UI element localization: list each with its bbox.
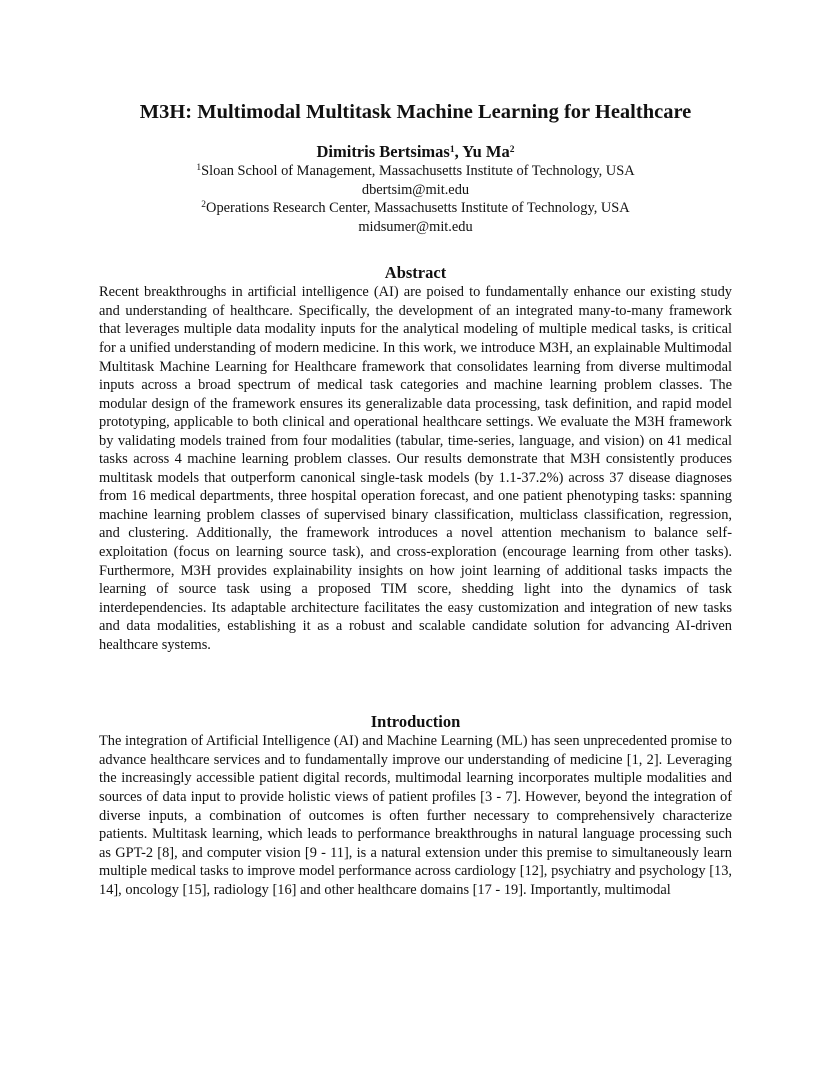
affiliation-line bbox=[99, 162, 732, 181]
affiliation-institution: Operations Research Center, Massachusetts Institute of Technology, USA bbox=[206, 200, 630, 217]
affiliation-mark: 1 bbox=[449, 145, 455, 155]
introduction-heading: Introduction bbox=[370, 712, 461, 732]
introduction-text: The integration of Artificial Intelligence (AI) and Machine Learning (ML) has seen unprecedented promise to advance healthcare services and to fundamentally improve our understanding of medicine [1, 2]. Leveraging the increasingly accessible patient digital records, multimodal learning incorporates multiple modalities and sources of data input to provide holistic views of patient profiles [3 - 7]. However, beyond the integration of diverse inputs, a combination of outcomes is often further necessary to comprehensively characterize patients. Multitask learning, which leads to performance breakthroughs in natural language processing such as GPT-2 [8], and computer vision [9 - 11], is a natural extension under this premise to simultaneously learn multiple medical tasks to improve model performance across cardiology [12], psychiatry and psychology [13, 14], oncology [15], radiology [16] and other healthcare domains [17 - 19]. Importantly, multimodal bbox=[99, 733, 732, 898]
paper-page bbox=[99, 98, 732, 899]
abstract-heading: Abstract bbox=[384, 263, 447, 283]
paper-title: M3H: Multimodal Multitask Machine Learning for Healthcare bbox=[139, 101, 692, 123]
affiliation-institution: Sloan School of Management, Massachusetts Institute of Technology, USA bbox=[201, 163, 635, 179]
affiliation-mark: 1 bbox=[196, 163, 202, 173]
affiliation-line bbox=[99, 199, 732, 218]
author-name: Yu Ma bbox=[462, 142, 510, 161]
author-email: dbertsim@mit.edu bbox=[361, 181, 470, 198]
affiliation-mark: 2 bbox=[509, 145, 515, 155]
author-line bbox=[99, 142, 732, 162]
author-name: Dimitris Bertsimas bbox=[316, 142, 450, 161]
abstract-text: Recent breakthroughs in artificial intelligence (AI) are poised to fundamentally enhance our existing study and understanding of healthcare. Specifically, the development of an integrated many-to-many framework that leverages multiple data modality inputs for the analytical modeling of multiple medical tasks, is critical for a unified understanding of modern medicine. In this work, we introduce M3H, an explainable Multimodal Multitask Machine Learning for Healthcare framework that consolidates learning from diverse multimodal inputs across a broad spectrum of medical task categories and machine learning problem classes. The modular design of the framework ensures its generalizable data processing, task definition, and rapid model prototyping, applicable to both clinical and operational healthcare settings. We evaluate the M3H framework by validating models trained from four modalities (tabular, time-series, language, and vision) on 41 medical tasks across 4 machine learning problem classes. Our results demonstrate that M3H consistently produces multitask models that outperform canonical single-task models (by 1.1-37.2%) across 37 disease diagnoses from 16 medical departments, three hospital operation forecast, and one patient phenotyping tasks: spanning machine learning problem classes of supervised binary classification, multiclass classification, regression, and clustering. Additionally, the framework introduces a novel attention mechanism to balance self-exploitation (focus on learning source task), and cross-exploration (encourage learning from other tasks). Furthermore, M3H provides explainability insights on how joint learning of additional tasks impacts the learning of source task using a proposed TIM score, shedding light into the dynamics of task interdependencies. Its adaptable architecture facilitates the easy customization and integration of new tasks and data modalities, establishing it as a robust and scalable candidate solution for advancing AI-driven healthcare systems. bbox=[99, 284, 732, 653]
author-separator: , bbox=[454, 142, 463, 161]
affiliation-mark: 2 bbox=[201, 200, 207, 211]
author-email: midsumer@mit.edu bbox=[358, 218, 473, 235]
